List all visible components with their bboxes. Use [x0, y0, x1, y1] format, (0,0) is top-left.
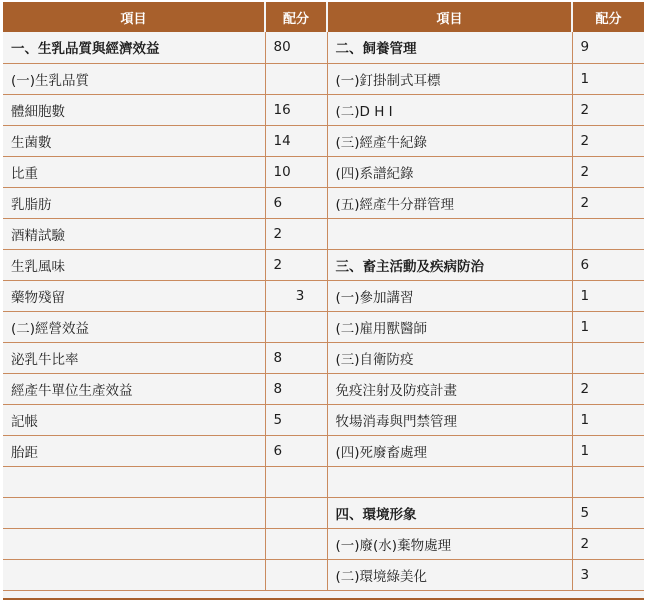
cell-score-right: 1 [572, 435, 644, 466]
cell-score-left: 2 [265, 218, 327, 249]
cell-score-right [572, 342, 644, 373]
cell-score-right: 2 [572, 187, 644, 218]
table-header-row [3, 2, 644, 32]
table-row [3, 466, 644, 497]
cell-score-left [265, 528, 327, 559]
cell-score-left [265, 311, 327, 342]
table-row [3, 32, 644, 63]
cell-score-right: 2 [572, 373, 644, 404]
cell-score-right: 1 [572, 280, 644, 311]
cell-score-right: 6 [572, 249, 644, 280]
cell-score-right [572, 466, 644, 497]
cell-item-left [3, 497, 265, 528]
cell-score-left: 14 [265, 125, 327, 156]
cell-item-right: (四)死廢畜處理 [327, 435, 572, 466]
header-score-left: 配分 [265, 2, 327, 32]
cell-item-right: (一)廢(水)棄物處理 [327, 528, 572, 559]
cell-score-right [572, 218, 644, 249]
cell-score-right: 2 [572, 528, 644, 559]
cell-score-left: 3 [265, 280, 327, 311]
cell-score-left [265, 497, 327, 528]
cell-item-right: (二)D H I [327, 94, 572, 125]
table-bottom-rule [3, 598, 644, 600]
cell-item-right [327, 466, 572, 497]
cell-score-right: 3 [572, 559, 644, 590]
cell-item-right: 三、畜主活動及疾病防治 [327, 249, 572, 280]
cell-score-right: 1 [572, 311, 644, 342]
cell-score-right: 1 [572, 404, 644, 435]
cell-score-left: 80 [265, 32, 327, 63]
cell-score-left: 2 [265, 249, 327, 280]
cell-item-right [327, 218, 572, 249]
cell-item-right: (三)經產牛紀錄 [327, 125, 572, 156]
cell-item-left: 胎距 [3, 435, 265, 466]
cell-item-left: (一)生乳品質 [3, 63, 265, 94]
cell-item-left [3, 559, 265, 590]
cell-item-left: 乳脂肪 [3, 187, 265, 218]
cell-score-right: 9 [572, 32, 644, 63]
table-body [3, 32, 644, 590]
cell-score-left: 16 [265, 94, 327, 125]
cell-item-left [3, 528, 265, 559]
table-row [3, 311, 644, 342]
cell-item-right: (二)環境綠美化 [327, 559, 572, 590]
cell-item-left [3, 466, 265, 497]
cell-score-right: 2 [572, 156, 644, 187]
cell-score-left [265, 63, 327, 94]
table-row [3, 280, 644, 311]
table-row [3, 249, 644, 280]
cell-item-left: 生乳風味 [3, 249, 265, 280]
cell-score-left: 8 [265, 373, 327, 404]
cell-score-left: 8 [265, 342, 327, 373]
cell-item-right: (一)釘掛制式耳標 [327, 63, 572, 94]
cell-item-right: (四)系譜紀錄 [327, 156, 572, 187]
table-row [3, 63, 644, 94]
cell-item-left: 生菌數 [3, 125, 265, 156]
table-row [3, 528, 644, 559]
cell-item-right: (五)經產牛分群管理 [327, 187, 572, 218]
cell-score-left [265, 559, 327, 590]
cell-item-left: 酒精試驗 [3, 218, 265, 249]
table-row [3, 218, 644, 249]
cell-score-right: 1 [572, 63, 644, 94]
scoring-table [3, 2, 644, 591]
cell-score-left: 5 [265, 404, 327, 435]
cell-item-left: 藥物殘留 [3, 280, 265, 311]
table-row [3, 125, 644, 156]
table-row [3, 404, 644, 435]
table-row [3, 156, 644, 187]
cell-score-right: 5 [572, 497, 644, 528]
cell-item-right: 四、環境形象 [327, 497, 572, 528]
cell-item-right: 二、飼養管理 [327, 32, 572, 63]
table-row [3, 435, 644, 466]
cell-score-left: 6 [265, 187, 327, 218]
cell-item-left: 比重 [3, 156, 265, 187]
cell-score-left [265, 466, 327, 497]
cell-item-right: (三)自衛防疫 [327, 342, 572, 373]
header-item-left: 項目 [3, 2, 265, 32]
cell-item-left: 記帳 [3, 404, 265, 435]
table-row [3, 373, 644, 404]
cell-score-left: 10 [265, 156, 327, 187]
cell-item-right: (二)雇用獸醫師 [327, 311, 572, 342]
cell-item-left: 泌乳牛比率 [3, 342, 265, 373]
cell-item-right: 牧場消毒與門禁管理 [327, 404, 572, 435]
cell-score-right: 2 [572, 125, 644, 156]
table-row [3, 559, 644, 590]
cell-score-left: 6 [265, 435, 327, 466]
cell-item-right: 免疫注射及防疫計畫 [327, 373, 572, 404]
cell-item-right: (一)參加講習 [327, 280, 572, 311]
scoring-table-sheet [3, 2, 644, 600]
cell-item-left: 經產牛單位生產效益 [3, 373, 265, 404]
table-row [3, 94, 644, 125]
cell-score-right: 2 [572, 94, 644, 125]
cell-item-left: 體細胞數 [3, 94, 265, 125]
cell-item-left: (二)經營效益 [3, 311, 265, 342]
header-score-right: 配分 [572, 2, 644, 32]
header-item-right: 項目 [327, 2, 572, 32]
table-row [3, 497, 644, 528]
table-row [3, 187, 644, 218]
table-row [3, 342, 644, 373]
cell-item-left: 一、生乳品質與經濟效益 [3, 32, 265, 63]
